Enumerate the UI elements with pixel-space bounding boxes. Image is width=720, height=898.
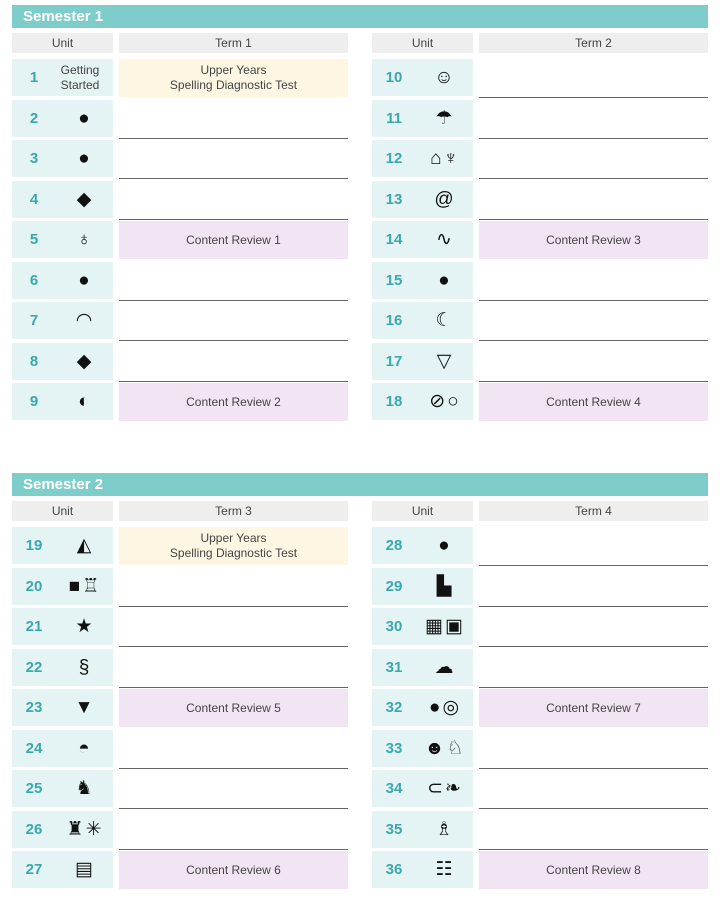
- unit-icons: [418, 221, 470, 258]
- zebra-icon: ▦: [425, 616, 443, 637]
- unit-icons: [58, 100, 110, 137]
- bird-icon: ▼: [74, 696, 94, 718]
- unit-icons: [418, 59, 470, 96]
- girl-icon: ☺: [434, 66, 454, 88]
- unit-icons: [58, 383, 110, 420]
- unit-icons: [418, 608, 470, 645]
- term-cell[interactable]: [119, 343, 348, 382]
- unit-cell[interactable]: [372, 649, 473, 686]
- diagnostic-test-cell[interactable]: [119, 59, 348, 97]
- monster-icon: ■: [68, 575, 81, 597]
- unit-cell[interactable]: [372, 383, 473, 420]
- term-cell-text: Content Review 5: [186, 700, 281, 715]
- unit-number: 16: [385, 312, 403, 329]
- unit-number: 17: [385, 353, 403, 370]
- content-review-cell[interactable]: [479, 689, 708, 727]
- nautilus-icon: ◎: [442, 697, 460, 718]
- content-review-cell[interactable]: [119, 851, 348, 889]
- term-cell[interactable]: [479, 302, 708, 341]
- content-review-cell[interactable]: [119, 383, 348, 421]
- term-column-header: Term 3: [119, 501, 348, 521]
- treasure-chest-icon: ▣: [445, 616, 463, 637]
- term-cell-text: Content Review 6: [186, 862, 281, 877]
- diagnostic-test-cell[interactable]: [119, 527, 348, 565]
- boot-icon: ▙: [436, 576, 452, 597]
- unit-icons: [58, 221, 110, 258]
- unit-number: 19: [25, 537, 43, 554]
- duck-icon: ●: [78, 269, 90, 291]
- unit-number: 1: [29, 69, 39, 86]
- term-cell-text: Content Review 2: [186, 394, 281, 409]
- unit-number: 27: [25, 861, 43, 878]
- content-review-cell[interactable]: [119, 221, 348, 259]
- unit-number: 11: [386, 110, 402, 127]
- term-cell[interactable]: [119, 608, 348, 647]
- term-column-header: Term 4: [479, 501, 708, 521]
- unit-number: 20: [25, 578, 43, 595]
- unit-icons: [418, 302, 470, 339]
- bee-icon: ●: [438, 269, 450, 291]
- snail-icon: @: [434, 188, 454, 210]
- unit-cell[interactable]: [372, 568, 473, 605]
- unit-cell[interactable]: [372, 302, 473, 339]
- unit-cell[interactable]: [12, 100, 113, 137]
- term-cell[interactable]: [119, 811, 348, 850]
- unit-number: 23: [25, 699, 43, 716]
- content-review-cell[interactable]: [479, 383, 708, 421]
- jellyfish-icon: ♆: [443, 147, 458, 169]
- unit-cell[interactable]: [372, 730, 473, 767]
- house-icon: ⌂: [430, 147, 442, 169]
- unit-cell[interactable]: [12, 181, 113, 218]
- term-cell[interactable]: [119, 649, 348, 688]
- unit-icons: [58, 811, 110, 848]
- term-cell[interactable]: [479, 811, 708, 850]
- spider-web-icon: ✳: [85, 819, 102, 840]
- unit-icons: [58, 568, 110, 605]
- unit-icons: [58, 343, 110, 380]
- term-cell[interactable]: [479, 770, 708, 809]
- unit-icons: [418, 689, 470, 726]
- unit-cell[interactable]: [12, 649, 113, 686]
- umbrella-icon: ☂: [435, 108, 453, 129]
- unit-number: 31: [385, 659, 403, 676]
- moon-icon: ☾: [435, 310, 453, 331]
- unit-number: 28: [385, 537, 403, 554]
- unit-cell[interactable]: [372, 689, 473, 726]
- unit-cell[interactable]: [372, 343, 473, 380]
- unit-cell[interactable]: [372, 221, 473, 258]
- unit-cell[interactable]: [12, 262, 113, 299]
- ice-cream-icon: ▽: [436, 351, 452, 372]
- term-cell[interactable]: [119, 302, 348, 341]
- term-column-header: Term 2: [479, 33, 708, 53]
- unit-number: 18: [385, 393, 403, 410]
- term-cell[interactable]: [119, 140, 348, 179]
- unit-icons: [58, 851, 110, 888]
- unit-cell[interactable]: [372, 811, 473, 848]
- unit-icons: [58, 649, 110, 686]
- semester-header: Semester 1: [12, 5, 708, 28]
- term-column-header: Term 1: [119, 33, 348, 53]
- unit-icons: [58, 527, 110, 564]
- unit-number: 32: [385, 699, 403, 716]
- unit-number: 24: [25, 740, 43, 757]
- unit-cell[interactable]: [372, 851, 473, 888]
- term-cell[interactable]: [119, 770, 348, 809]
- unit-number: 36: [385, 861, 403, 878]
- unit-icons: [58, 140, 110, 177]
- unit-icons: [418, 343, 470, 380]
- flip-flop-icon: ⊂: [427, 778, 443, 799]
- unit-number: 22: [25, 659, 43, 676]
- term-cell[interactable]: [119, 181, 348, 220]
- vase-icon: ♜: [66, 819, 84, 840]
- boy-icon: ☻: [424, 737, 445, 759]
- term-cell-text: Content Review 8: [546, 862, 641, 877]
- egg-cup-icon: ♁: [76, 228, 92, 250]
- term-cell-text: Content Review 7: [546, 700, 641, 715]
- unit-number: 26: [25, 821, 43, 838]
- unit-number: 21: [25, 618, 43, 635]
- unit-column-header: Unit: [12, 501, 113, 521]
- term-cell[interactable]: [479, 527, 708, 566]
- term-cell-text: Content Review 4: [546, 394, 641, 409]
- unit-icons: [418, 383, 470, 420]
- unit-number: 15: [385, 272, 403, 289]
- unit-cell[interactable]: [12, 730, 113, 767]
- unit-icons: [418, 181, 470, 218]
- unit-icons: [418, 730, 470, 767]
- ladder-icon: ☷: [435, 859, 453, 880]
- content-review-cell[interactable]: [479, 221, 708, 259]
- chair-icon: ♗: [435, 819, 453, 840]
- term-cell[interactable]: [479, 59, 708, 98]
- unit-column-header: Unit: [372, 33, 473, 53]
- term-cell[interactable]: [479, 343, 708, 382]
- unit-number: 34: [385, 780, 403, 797]
- shell-icon: ◓: [78, 737, 90, 759]
- ring-icon: ○: [447, 390, 459, 412]
- unit-cell[interactable]: [12, 527, 113, 564]
- unit-number: 8: [29, 353, 39, 370]
- unit-number: 7: [29, 312, 39, 329]
- unit-icons: [418, 649, 470, 686]
- term-cell[interactable]: [119, 100, 348, 139]
- fish-icon: ◆: [76, 351, 92, 372]
- unit-number: 9: [29, 393, 39, 410]
- apple-icon: ●: [78, 147, 90, 169]
- unit-number: 35: [385, 821, 403, 838]
- unit-cell[interactable]: [12, 689, 113, 726]
- unit-number: 13: [385, 191, 403, 208]
- unit-cell[interactable]: [12, 811, 113, 848]
- content-review-cell[interactable]: [119, 689, 348, 727]
- kite-icon: ◆: [76, 189, 92, 210]
- unit-icons: [418, 851, 470, 888]
- unit-cell[interactable]: [12, 140, 113, 177]
- semester-header: Semester 2: [12, 473, 708, 496]
- unit-cell[interactable]: [12, 302, 113, 339]
- unit-cell[interactable]: [372, 100, 473, 137]
- unit-cell[interactable]: [12, 59, 113, 96]
- unit-number: 3: [29, 150, 39, 167]
- unit-number: 5: [29, 231, 39, 248]
- unit-number: 33: [385, 740, 403, 757]
- unit-icons: [418, 811, 470, 848]
- leaf-icon: ❧: [445, 778, 461, 799]
- igloo-icon: ◠: [75, 310, 93, 331]
- unit-number: 25: [25, 780, 43, 797]
- unit-cell[interactable]: [372, 181, 473, 218]
- unit-icons: [58, 608, 110, 645]
- unit-number: 4: [29, 191, 39, 208]
- unit-number: 2: [29, 110, 39, 127]
- unit-cell[interactable]: [12, 221, 113, 258]
- term-cell[interactable]: [479, 140, 708, 179]
- term-cell[interactable]: [479, 730, 708, 769]
- unit-cell[interactable]: [372, 608, 473, 645]
- unit-icons: [58, 730, 110, 767]
- unit-icons: [58, 302, 110, 339]
- unit-icons: [58, 689, 110, 726]
- term-cell[interactable]: [119, 568, 348, 607]
- unit-column-header: Unit: [372, 501, 473, 521]
- yarn-ball-icon: ●: [438, 534, 450, 556]
- term-cell-text: Content Review 3: [546, 232, 641, 247]
- unit-number: 12: [385, 150, 403, 167]
- term-cell[interactable]: [479, 608, 708, 647]
- unit-cell[interactable]: [372, 527, 473, 564]
- melon-icon: ◐: [78, 390, 90, 412]
- term-cell[interactable]: [479, 181, 708, 220]
- unit-icons: [418, 770, 470, 807]
- unit-icons: [418, 262, 470, 299]
- star-icon: ★: [75, 616, 93, 637]
- term-cell[interactable]: [119, 262, 348, 301]
- unit-cell[interactable]: [12, 343, 113, 380]
- term-cell-text: Upper Years Spelling Diagnostic Test: [169, 531, 298, 560]
- unit-number: 10: [385, 69, 403, 86]
- lizard-icon: ∿: [436, 229, 452, 250]
- unit-cell[interactable]: [372, 140, 473, 177]
- unit-icons: [418, 100, 470, 137]
- balloon-icon: ●: [78, 107, 90, 129]
- term-cell[interactable]: [479, 262, 708, 301]
- book-icon: ▤: [75, 859, 93, 880]
- term-cell[interactable]: [479, 649, 708, 688]
- unit-label: Getting Started: [60, 63, 100, 92]
- term-cell-text: Upper Years Spelling Diagnostic Test: [169, 63, 298, 92]
- unit-icons: [418, 568, 470, 605]
- horse-icon: ♞: [75, 778, 93, 799]
- term-cell-text: Content Review 1: [186, 232, 281, 247]
- content-review-cell[interactable]: [479, 851, 708, 889]
- unit-number: 14: [385, 231, 403, 248]
- unit-column-header: Unit: [12, 33, 113, 53]
- robot-icon: ♖: [82, 576, 100, 597]
- unit-number: 30: [385, 618, 403, 635]
- unit-cell[interactable]: [12, 851, 113, 888]
- term-cell[interactable]: [479, 100, 708, 139]
- unit-cell[interactable]: [372, 59, 473, 96]
- unit-cell[interactable]: [12, 383, 113, 420]
- unit-cell[interactable]: [12, 608, 113, 645]
- unit-icons: [58, 770, 110, 807]
- unit-icons: [418, 140, 470, 177]
- chick-icon: ●: [428, 696, 441, 718]
- sailboat-icon: ◭: [76, 535, 92, 556]
- unit-cell[interactable]: [372, 770, 473, 807]
- unit-icons: [418, 527, 470, 564]
- unit-icons: [58, 262, 110, 299]
- unit-cell[interactable]: [12, 568, 113, 605]
- unit-number: 6: [29, 272, 39, 289]
- unit-cell[interactable]: [12, 770, 113, 807]
- term-cell[interactable]: [479, 568, 708, 607]
- seal-icon: §: [78, 656, 90, 678]
- cloud-icon: ☁: [434, 657, 454, 678]
- unit-cell[interactable]: [372, 262, 473, 299]
- unit-icons: [58, 181, 110, 218]
- term-cell[interactable]: [119, 730, 348, 769]
- fawn-icon: ♘: [446, 738, 464, 759]
- net-icon: ⊘: [429, 391, 446, 412]
- unit-number: 29: [385, 578, 403, 595]
